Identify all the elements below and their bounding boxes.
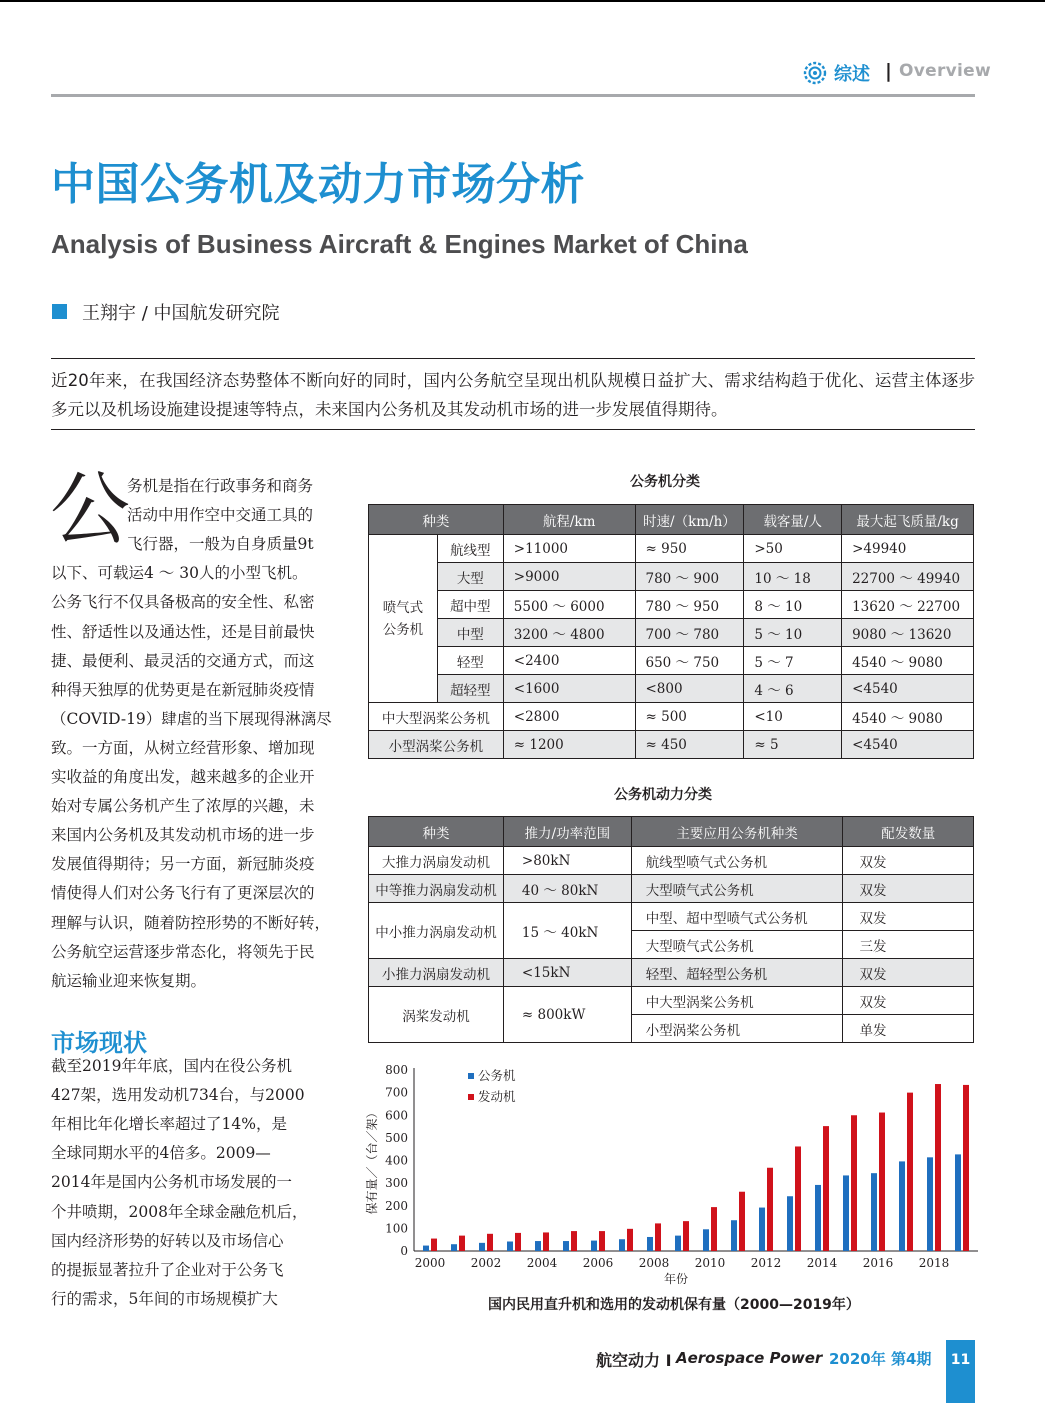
- table-cell: 单发: [843, 1015, 974, 1043]
- section-label-en: Overview: [899, 61, 991, 81]
- engine-class-table: [368, 816, 974, 1043]
- bar-engine: [459, 1236, 465, 1251]
- bar-engine: [515, 1233, 521, 1251]
- table-cell: 22700 ～ 49940: [842, 563, 974, 591]
- table-row: [369, 875, 974, 903]
- text-line: 情使得人们对公务飞行有了更深层次的: [51, 884, 315, 903]
- table-cell: <4540: [842, 675, 974, 703]
- text-line: 性、舒适性以及通达性，还是目前最快: [51, 622, 315, 641]
- table1-header: 种类: [369, 505, 504, 535]
- table-cell: 大推力涡扇发动机: [369, 847, 504, 875]
- journal-name-cn-text: 航空动力: [596, 1351, 661, 1370]
- table-cell: 15 ～ 40kN: [503, 903, 631, 959]
- section-label-cn: 综述: [834, 64, 870, 85]
- table-cell: 中小推力涡扇发动机: [369, 903, 504, 959]
- y-tick-label: 800: [385, 1063, 408, 1077]
- table-cell: 780 ～ 900: [635, 563, 744, 591]
- table-cell: 40 ～ 80kN: [503, 875, 631, 903]
- table-cell: 小型涡桨公务机: [631, 1015, 843, 1043]
- text-line: （COVID-19）肆虐的当下展现得淋漓尽: [51, 709, 332, 728]
- bar-aircraft: [591, 1241, 597, 1251]
- table-row: [369, 619, 974, 647]
- jet-group-label-line: 公务机: [382, 621, 424, 638]
- table-cell: 航线型喷气式公务机: [631, 847, 843, 875]
- table-cell: 中型、超中型喷气式公务机: [631, 903, 843, 931]
- table-cell: >50: [744, 535, 842, 563]
- y-tick-label: 0: [400, 1244, 408, 1258]
- table2-title: 公务机动力分类: [614, 787, 712, 803]
- bar-engine: [795, 1146, 801, 1251]
- article-title-en: Analysis of Business Aircraft & Engines Market of China: [51, 229, 748, 259]
- table-cell: 涡桨发动机: [369, 987, 504, 1043]
- text-line: 务机是指在行政事务和商务: [127, 477, 314, 495]
- table-cell: 双发: [843, 903, 974, 931]
- journal-sep: I: [665, 1351, 672, 1370]
- y-tick-label: 700: [385, 1085, 408, 1100]
- abstract: 近20年来，在我国经济态势整体不断向好的同时，国内公务航空呈现出机队规模日益扩大、需求结构趋于优化、运营主体逐步多元以及机场设施建设提速等特点，未来国内公务机及其发动机市场的进一步发展值得期待。: [51, 371, 975, 419]
- table-cell: ≈ 450: [635, 731, 744, 759]
- y-tick-label: 300: [385, 1176, 408, 1191]
- bar-engine: [935, 1084, 941, 1251]
- table-cell: >11000: [503, 535, 635, 563]
- table-cell: 700 ～ 780: [635, 619, 744, 647]
- text-line: 公务航空运营逐步常态化，将领先于民: [51, 942, 315, 961]
- y-tick-label: 200: [385, 1198, 408, 1213]
- bar-aircraft: [815, 1185, 821, 1251]
- text-line: 飞行器，一般为自身质量9t: [127, 535, 314, 554]
- text-line: 理解与认识，随着防控形势的不断好转，: [51, 913, 331, 932]
- bar-aircraft: [479, 1243, 485, 1251]
- journal-name-en: Aerospace Power: [676, 1349, 823, 1367]
- table-cell: 10 ～ 18: [744, 563, 842, 591]
- text-line: 来国内公务机及其发动机市场的进一步: [51, 826, 315, 845]
- x-tick-label: 2012: [750, 1256, 782, 1270]
- table-cell: ≈ 5: [744, 731, 842, 759]
- table-cell: <10: [744, 703, 842, 731]
- bar-aircraft: [899, 1161, 905, 1251]
- bar-engine: [851, 1115, 857, 1251]
- business-aircraft-table: [368, 504, 974, 759]
- table-row: [369, 563, 974, 591]
- table-cell: 780 ～ 950: [635, 591, 744, 619]
- text-line: 航运输业迎来恢复期。: [51, 971, 207, 990]
- bar-engine: [907, 1093, 913, 1251]
- table1-header: 时速/（km/h）: [635, 505, 744, 535]
- x-tick-label: 2000: [414, 1256, 446, 1270]
- x-tick-label: 2006: [582, 1256, 614, 1270]
- table-row: [369, 703, 974, 731]
- text-line: 公务飞行不仅具备极高的安全性、私密: [51, 593, 315, 612]
- abstract-rule-top: [51, 358, 975, 359]
- table2-header-row: [369, 817, 974, 847]
- bar-engine: [823, 1126, 829, 1251]
- table-cell: ≈ 800kW: [503, 987, 631, 1043]
- bar-aircraft: [507, 1241, 513, 1251]
- bar-engine: [431, 1239, 437, 1251]
- chart-caption: 国内民用直升机和选用的发动机保有量（2000—2019年）: [488, 1297, 860, 1313]
- table-cell: 小推力涡扇发动机: [369, 959, 504, 987]
- table-row: [369, 591, 974, 619]
- table-cell: 9080 ～ 13620: [842, 619, 974, 647]
- abstract-rule-bottom: [51, 429, 975, 430]
- x-tick-label: 2004: [526, 1256, 558, 1270]
- x-tick-label: 2014: [806, 1256, 838, 1270]
- legend-swatch: [468, 1073, 474, 1079]
- table-cell: <800: [635, 675, 744, 703]
- journal-logo-icon: [803, 61, 827, 85]
- table-cell: 双发: [843, 987, 974, 1015]
- y-tick-label: 500: [385, 1130, 408, 1145]
- top-border: [0, 0, 1045, 2]
- bar-aircraft: [451, 1244, 457, 1251]
- table-cell: 3200 ～ 4800: [503, 619, 635, 647]
- text-line: 全球同期水平的4倍多。2009—: [51, 1144, 271, 1163]
- legend-swatch: [468, 1094, 474, 1100]
- table-cell: <1600: [503, 675, 635, 703]
- bar-engine: [879, 1113, 885, 1251]
- header-divider: |: [885, 60, 892, 82]
- bar-aircraft: [563, 1241, 569, 1251]
- legend-label: 公务机: [478, 1068, 516, 1083]
- table-row: [369, 987, 974, 1015]
- bar-engine: [711, 1207, 717, 1251]
- issue-label: 2020年 第4期: [829, 1350, 932, 1368]
- bar-aircraft: [423, 1246, 429, 1251]
- table-cell: >49940: [842, 535, 974, 563]
- section-heading: 市场现状: [51, 1029, 147, 1057]
- table-cell: 轻型: [437, 647, 503, 675]
- table-cell: 小型涡桨公务机: [369, 731, 504, 759]
- table-row: [369, 959, 974, 987]
- table-cell: <4540: [842, 731, 974, 759]
- x-tick-label: 2018: [918, 1256, 950, 1270]
- bar-engine: [599, 1231, 605, 1251]
- bar-aircraft: [535, 1241, 541, 1251]
- table-cell: 650 ～ 750: [635, 647, 744, 675]
- table-cell: 超轻型: [437, 675, 503, 703]
- table-cell: <2400: [503, 647, 635, 675]
- x-tick-label: 2002: [470, 1256, 502, 1270]
- bar-engine: [739, 1192, 745, 1251]
- table2-header: 种类: [369, 817, 504, 847]
- fleet-bar-chart: [360, 1058, 980, 1288]
- bar-engine: [683, 1221, 689, 1251]
- jet-group-label-line: 喷气式: [382, 599, 424, 616]
- bar-aircraft: [955, 1154, 961, 1251]
- table1-header-row: [369, 505, 974, 535]
- table-cell: 13620 ～ 22700: [842, 591, 974, 619]
- table-row: [369, 647, 974, 675]
- table1-header: 航程/km: [503, 505, 635, 535]
- bar-engine: [655, 1223, 661, 1251]
- table1-title: 公务机分类: [630, 474, 700, 490]
- table-cell: 双发: [843, 959, 974, 987]
- x-tick-label: 2010: [694, 1256, 726, 1270]
- table-cell: <2800: [503, 703, 635, 731]
- bar-aircraft: [703, 1229, 709, 1251]
- page-number: 11: [950, 1352, 971, 1368]
- bar-aircraft: [927, 1157, 933, 1251]
- table-cell: 中等推力涡扇发动机: [369, 875, 504, 903]
- page-number-tab: [946, 1340, 975, 1403]
- text-line: 行的需求，5年间的市场规模扩大: [51, 1289, 278, 1308]
- table-row: [369, 903, 974, 931]
- table-cell: ≈ 500: [635, 703, 744, 731]
- table-cell: >80kN: [503, 847, 631, 875]
- table-cell: 5 ～ 10: [744, 619, 842, 647]
- y-tick-label: 600: [385, 1108, 408, 1123]
- article-title-cn: 中国公务机及动力市场分析: [51, 159, 585, 210]
- text-line: 国内经济形势的好转以及市场信心: [51, 1231, 284, 1250]
- text-line: 实收益的角度出发，越来越多的企业开: [51, 768, 315, 786]
- table-row: [369, 847, 974, 875]
- table-cell: 4 ～ 6: [744, 675, 842, 703]
- bar-aircraft: [619, 1239, 625, 1251]
- table-cell: 轻型、超轻型公务机: [631, 959, 843, 987]
- table-cell: 双发: [843, 847, 974, 875]
- text-line: 个井喷期，2008年全球金融危机后，: [51, 1202, 308, 1221]
- bar-engine: [487, 1234, 493, 1251]
- table-row: [369, 535, 974, 563]
- text-line: 活动中用作空中交通工具的: [127, 506, 314, 525]
- text-line: 年相比年化增长率超过了14%，是: [51, 1115, 287, 1134]
- text-line: 种得天独厚的优势更是在新冠肺炎疫情: [51, 680, 315, 699]
- table-cell: 中型: [437, 619, 503, 647]
- y-axis-label: 保有量／（台／架）: [365, 1106, 379, 1215]
- table-row: [369, 675, 974, 703]
- bar-engine: [963, 1085, 969, 1251]
- legend-label: 发动机: [478, 1089, 516, 1104]
- jet-group-label: [369, 535, 438, 703]
- table-cell: >9000: [503, 563, 635, 591]
- table-cell: 大型喷气式公务机: [631, 931, 843, 959]
- drop-cap: 公: [50, 463, 130, 556]
- bar-aircraft: [759, 1208, 765, 1251]
- author-marker: [52, 304, 67, 319]
- text-line: 截至2019年年底，国内在役公务机: [51, 1057, 292, 1075]
- text-line: 发展值得期待；另一方面，新冠肺炎疫: [51, 855, 315, 874]
- text-line: 2014年是国内公务机市场发展的一: [51, 1173, 292, 1192]
- text-line: 427架，选用发动机734台，与2000: [51, 1086, 305, 1105]
- table1-header: 载客量/人: [744, 505, 842, 535]
- table-cell: 中大型涡桨公务机: [369, 703, 504, 731]
- bar-aircraft: [871, 1173, 877, 1251]
- table-cell: 8 ～ 10: [744, 591, 842, 619]
- table-cell: 大型喷气式公务机: [631, 875, 843, 903]
- bar-engine: [571, 1231, 577, 1251]
- x-tick-label: 2008: [638, 1256, 670, 1270]
- table-row: [369, 731, 974, 759]
- table2-header: 配发数量: [843, 817, 974, 847]
- bar-engine: [627, 1229, 633, 1251]
- bar-aircraft: [731, 1220, 737, 1251]
- text-line: 以下、可载运4 ～ 30人的小型飞机。: [51, 564, 308, 583]
- table-cell: 三发: [843, 931, 974, 959]
- table-cell: 大型: [437, 563, 503, 591]
- table-cell: ≈ 950: [635, 535, 744, 563]
- table-cell: 双发: [843, 875, 974, 903]
- bar-aircraft: [843, 1175, 849, 1251]
- table-cell: 航线型: [437, 535, 503, 563]
- table1-header: 最大起飞质量/kg: [842, 505, 974, 535]
- journal-name-cn: [596, 1348, 672, 1371]
- table-cell: <15kN: [503, 959, 631, 987]
- text-line: 致。一方面，从树立经营形象、增加现: [51, 738, 315, 757]
- bar-aircraft: [675, 1236, 681, 1251]
- table-cell: 4540 ～ 9080: [842, 703, 974, 731]
- table-cell: 4540 ～ 9080: [842, 647, 974, 675]
- y-tick-label: 400: [385, 1153, 408, 1168]
- text-line: 的提振显著拉升了企业对于公务飞: [51, 1260, 284, 1279]
- table2-header: 主要应用公务机种类: [631, 817, 843, 847]
- text-line: 捷、最便利、最灵活的交通方式，而这: [51, 651, 315, 670]
- text-line: 始对专属公务机产生了浓厚的兴趣，未: [51, 797, 315, 816]
- y-tick-label: 100: [385, 1221, 408, 1236]
- author-line: 王翔宇 / 中国航发研究院: [82, 303, 280, 324]
- table-cell: ≈ 1200: [503, 731, 635, 759]
- x-axis-label: 年份: [663, 1272, 689, 1286]
- table-cell: 超中型: [437, 591, 503, 619]
- bar-engine: [543, 1232, 549, 1251]
- x-tick-label: 2016: [862, 1256, 894, 1270]
- header-rule: [51, 94, 975, 97]
- table2-header: 推力/功率范围: [503, 817, 631, 847]
- table-cell: 5500 ～ 6000: [503, 591, 635, 619]
- bar-aircraft: [647, 1237, 653, 1251]
- bar-aircraft: [787, 1196, 793, 1251]
- table-cell: 5 ～ 7: [744, 647, 842, 675]
- table-cell: 中大型涡桨公务机: [631, 987, 843, 1015]
- bar-engine: [767, 1168, 773, 1251]
